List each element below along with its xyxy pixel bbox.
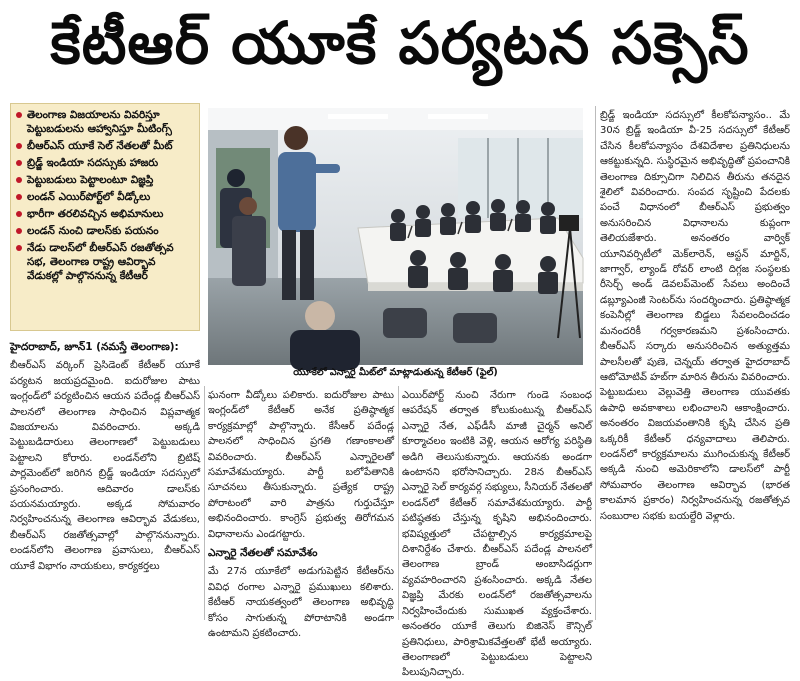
- highlight-item: [16, 207, 194, 221]
- highlight-item: [16, 173, 194, 187]
- bullet-icon: [16, 228, 22, 234]
- bullet-icon: [16, 194, 22, 200]
- bullet-icon: [16, 211, 22, 217]
- dateline: హైదరాబాద్, జూన్1 (నమస్తే తెలంగాణ):: [10, 341, 179, 353]
- highlight-text: లండన్ నుంచి డాలస్‌కు పయనం: [27, 225, 159, 237]
- photo-caption: యూకేలో ఎన్నారై మీట్‌లో మాట్లాడుతున్న కేటీఆర్ (ఫైల్): [293, 367, 498, 378]
- article-body: ఘనంగా వీడ్కోలు పలికారు. ఐదురోజుల పాటు ఇంగ్లండ్‌లో కేటీఆర్ అనేక ప్రతిష్ఠాత్మక కార్యక్రమాల్లో పాల్గొన్నారు. కేసీఆర్ పదేండ్ల పాలనలో సాధించిన ప్రగతి గణాంకాలతో వివరించారు. బీఆర్ఎస్ ఎన్నారైలతో సమావేశమయ్యారు. పార్టీ బలోపేతానికి సూచనలు తీసుకున్నారు. ప్రత్యేక రాష్ట్ర పోరాటంలో వారి పాత్రను గుర్తుచేస్తూ అభినందించారు. కాంగ్రెస్ ప్రభుత్వ తిరోగమన విధానాలను ఎండగట్టారు.: [208, 390, 394, 540]
- highlight-text: బీఆర్ఎస్ యూకే సెల్ నేతలతో మీట్: [27, 140, 173, 152]
- article-body: బీఆర్ఎస్ వర్కింగ్ ప్రెసిడెంట్ కేటీఆర్ యూకే పర్యటన జయప్రదమైంది. ఐదురోజుల పాటు ఇంగ్లండ్‌లో పర్యటించిన ఆయన పదేండ్ల బీఆర్ఎస్ పాలనలో తెలంగాణ సాధించిన విప్లవాత్మక విజయాలను వివరించారు. అక్కడి పెట్టుబడిదారులు తెలంగాణలో పెట్టుబడులు పెట్టాలని కోరారు. లండన్‌లోని బ్రిటిష్ పార్లమెంట్‌లో జరిగిన బ్రిడ్జ్ ఇండియా సదస్సులో ప్రసంగించారు. ఆదివారం డాలస్‌కు పయనమయ్యారు. అక్కడ సోమవారం నిర్వహించనున్న తెలంగాణ ఆవిర్భావ వేడుకలు, బీఆర్ఎస్ రజతోత్సవాల్లో పాల్గొననున్నారు. లండన్‌లోని తెలంగాణ ప్రవాసులు, బీఆర్ఎస్ యూకే విభాగం నాయకులు, కార్యకర్తలు: [10, 360, 200, 572]
- bullet-icon: [16, 245, 22, 251]
- highlights-box: [10, 103, 200, 331]
- article-column-1: [10, 336, 200, 620]
- article-body: బ్రిడ్జ్ ఇండియా సదస్సులో కీలకోపన్యాసం.. మే 30న బ్రిడ్జ్ ఇండియా వీ-25 సదస్సులో కేటీఆర్ చేసిన కీలకోపన్యాసం దేశవిదేశాల ప్రతినిధులను ఆకట్టుకున్నది. సుస్థిరమైన అభివృద్ధితో ప్రపంచానికి తెలంగాణ దిక్సూచిగా నిలిచిన తీరును తనదైన శైలిలో వివరించారు. సంపద సృష్టించి పేదలకు పంచే విధానంలో బీఆర్ఎస్ ప్రభుత్వం అనుసరించిన విధానాలను కుప్లంగా తెలియజేశారు. అనంతరం వార్విక్ యూనివర్సిటీలో మెక్‌లారెన్, ఆస్టన్ మార్టిన్, జాగ్వార్, ల్యాండ్ రోవర్ లాంటి దిగ్గజ సంస్థలకు రీసెర్చ్ అండ్ డెవలప్‌మెంట్ సేవలు అందించే డబ్ల్యూఎంజీ సెంటర్‌ను సందర్శించారు. ప్రతిష్ఠాత్మక కంపెనీల్లో తెలంగాణ బిడ్డలు సేవలందించడం మనందరికీ గర్వకారణమని ప్రశంసించారు. బీఆర్ఎస్ సర్కారు అనుసరించిన అత్యుత్తమ పాలసీలతో పుణె, చెన్నయ్ తర్వాత హైదరాబాద్ ఆటోమోటివ్ హబ్‌గా మారిన తీరును వివరించారు. పెట్టుబడులు వెల్లువెత్తి తెలంగాణ యువతకు ఉపాధి అవకాశాలు లభించాలని ఆకాంక్షించారు. అనంతరం విజయవంతానికి కృషి చేసిన ప్రతి ఒక్కరికీ కేటీఆర్ ధన్యవాదాలు తెలిపారు. లండన్‌లో కార్యక్రమాలను ముగించుకున్న కేటీఆర్ అక్కడి నుంచి అమెరికాలోని డాలస్‌లో పార్టీ సోమవారం తెలంగాణ ఆవిర్భావ (భారత కాలమాన ప్రకారం) నిర్వహించనున్న రజతోత్సవ సంబురాల సభకు బయల్దేరి వెళ్లారు.: [600, 110, 790, 522]
- bullet-icon: [16, 143, 22, 149]
- bullet-icon: [16, 177, 22, 183]
- highlight-text: లండన్ ఎయిర్‌పోర్ట్‌లో వీడ్కోలు: [27, 191, 151, 203]
- column-divider: [204, 386, 205, 620]
- column-divider: [595, 106, 596, 620]
- highlight-item: [16, 224, 194, 238]
- article-column-3: [402, 388, 592, 679]
- section-subhead: ఎన్నారై నేతలతో సమావేశం: [208, 547, 318, 560]
- highlight-item: [16, 139, 194, 153]
- article-column-4: [600, 108, 790, 620]
- highlight-text: బ్రిడ్జ్ ఇండియా సదస్సుకు హాజరు: [27, 157, 159, 169]
- column-divider: [398, 386, 399, 620]
- highlight-item: [16, 241, 194, 283]
- highlight-text: భారీగా తరలివచ్చిన అభిమానులు: [27, 208, 164, 220]
- meeting-photo-illustration: [208, 108, 583, 365]
- news-photo: [208, 108, 583, 365]
- article-column-2: [208, 388, 394, 640]
- highlight-text: నేడు డాలస్‌లో బీఆర్ఎస్ రజతోత్సవ సభ, తెలంగాణ రాష్ట్ర ఆవిర్భావ వేడుకల్లో పాల్గొననున్న కేటీఆర్: [27, 242, 174, 282]
- headline: కేటీఆర్ యూకే పర్యటన సక్సెస్: [50, 8, 750, 77]
- highlight-text: పెట్టుబడులు పెట్టాలంటూ విజ్ఞప్తి: [27, 174, 154, 186]
- bullet-icon: [16, 160, 22, 166]
- highlight-item: [16, 156, 194, 170]
- highlight-text: తెలంగాణ విజయాలను వివరిస్తూ పెట్టుబడులను ఆహ్వానిస్తూ మీటింగ్స్: [27, 109, 172, 135]
- article-body: ఎయిర్‌పోర్ట్ నుంచి నేరుగా గుండె సంబంధ ఆపరేషన్ తర్వాత కోలుకుంటున్న బీఆర్ఎస్ ఎన్నారై నేత, ఎఫ్‌డీసీ మాజీ చైర్మన్ అనిల్ కూర్మాచలం ఇంటికి వెళ్లి, ఆయన ఆరోగ్య పరిస్థితి అడిగి తెలుసుకున్నారు. ఆయనకు అండగా ఉంటానని భరోసానిచ్చారు. 28న బీఆర్ఎస్ ఎన్నారై సెల్ కార్యవర్గ సభ్యులు, సీనియర్ నేతలతో లండన్‌లో కేటీఆర్ సమావేశమయ్యారు. పార్టీ పటిష్ఠతకు చేస్తున్న కృషిని అభినందించారు. భవిష్యత్తులో చేపట్టాల్సిన కార్యక్రమాలపై దిశానిర్దేశం చేశారు. బీఆర్ఎస్ పదేండ్ల పాలనలో తెలంగాణ బ్రాండ్ అంబాసిడర్లుగా వ్యవహరించారని ప్రశంసించారు. అక్కడి నేతల విజ్ఞప్తి మేరకు లండన్‌లో రజతోత్సవాలను నిర్వహించేందుకు సుముఖత వ్యక్తంచేశారు. అనంతరం యూకే తెలుగు బిజినెస్ కౌన్సిల్ ప్రతినిధులు, పారిశ్రామికవేత్తలతో భేటీ అయ్యారు. తెలంగాణలో పెట్టుబడులు పెట్టాలని పిలుపునిచ్చారు.: [402, 390, 592, 679]
- bullet-icon: [16, 112, 22, 118]
- highlight-item: [16, 108, 194, 136]
- article-body: మే 27న యూకేలో అడుగుపెట్టిన కేటీఆర్‌ను వివిధ రంగాల ఎన్నారై ప్రముఖులు కలిశారు. కేటీఆర్ నాయకత్వంలో తెలంగాణ అభివృద్ధి కోసం సాగుతున్న పోరాటానికి అండగా ఉంటామని ప్రకటించారు.: [208, 566, 394, 640]
- highlight-item: [16, 190, 194, 204]
